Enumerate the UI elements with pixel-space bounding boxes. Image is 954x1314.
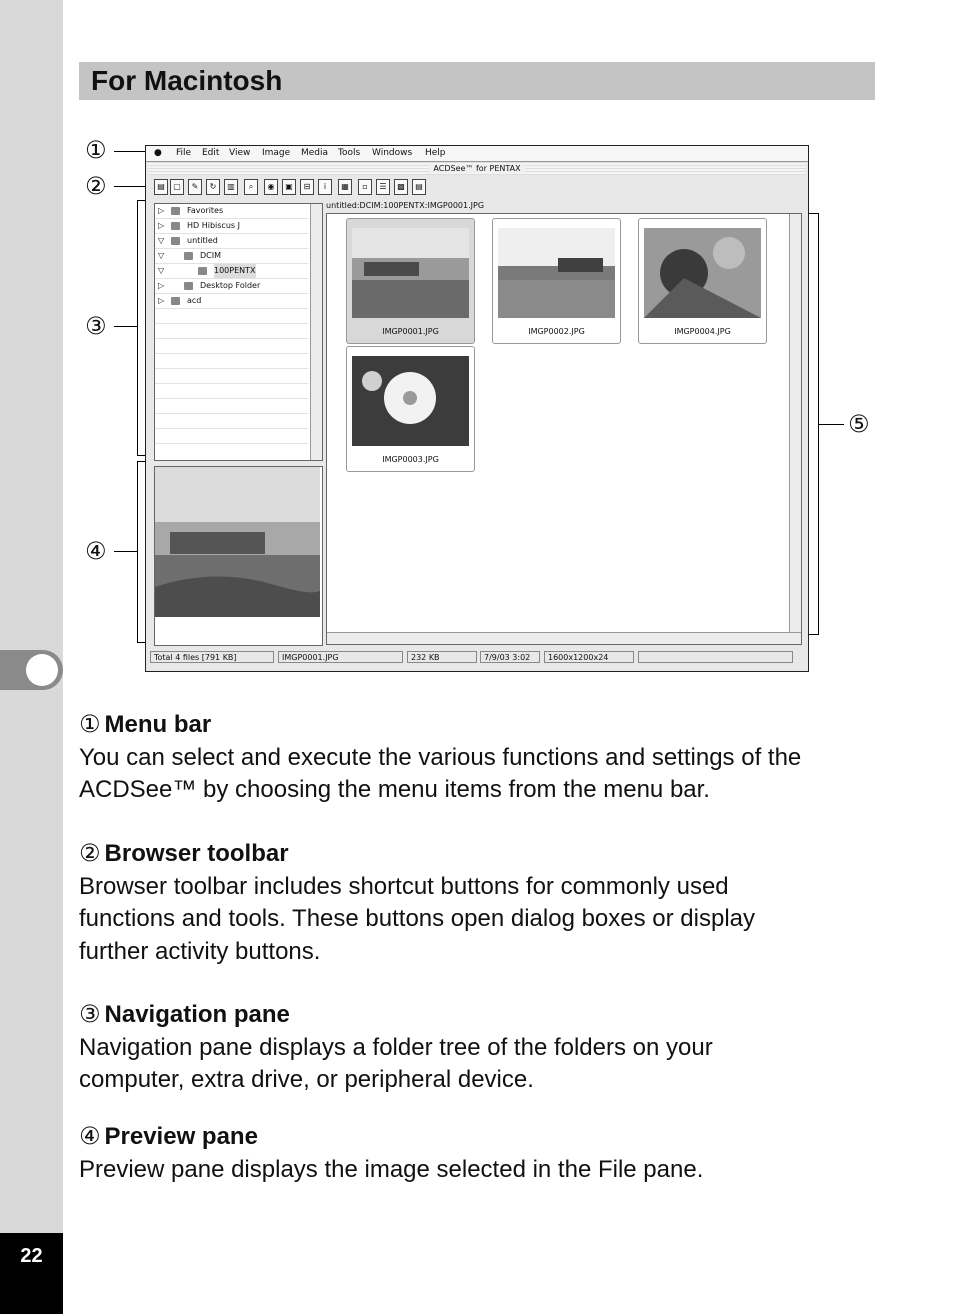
file-pane-horizontal-scrollbar[interactable] [327, 632, 801, 644]
tree-row[interactable]: ▽ DCIM [155, 249, 308, 264]
tree-row[interactable]: ▷ Desktop Folder [155, 279, 308, 294]
callout-4: ④ [85, 537, 107, 565]
toolbar-button[interactable]: ▣ [282, 179, 296, 195]
toolbar-button[interactable]: ⊟ [300, 179, 314, 195]
callout-5: ⑤ [848, 410, 870, 438]
status-date: 7/9/03 3:02 [480, 651, 540, 663]
tree-row-empty [155, 309, 308, 324]
tree-row[interactable]: ▷ Favorites [155, 204, 308, 219]
desc-heading: ④ Preview pane [79, 1122, 258, 1150]
navigation-pane[interactable] [154, 203, 323, 461]
tree-row[interactable]: ▽ untitled [155, 234, 308, 249]
drive-icon [171, 222, 180, 230]
file-pane-vertical-scrollbar[interactable] [789, 214, 801, 632]
desc-heading: ③ Navigation pane [79, 1000, 290, 1028]
thumbnail-imgp0004[interactable] [638, 218, 767, 344]
desc-navigation-pane [79, 998, 879, 1097]
status-size: 232 KB [407, 651, 477, 663]
desc-line: ACDSee™ by choosing the menu items from the menu bar. [79, 776, 710, 803]
toolbar-button[interactable]: ⌕ [244, 179, 258, 195]
toolbar-button[interactable]: ▥ [224, 179, 238, 195]
window-title: ACDSee™ for PENTAX [429, 164, 524, 173]
desc-browser-toolbar [79, 837, 879, 968]
tree-row-empty [155, 429, 308, 444]
toolbar-button[interactable]: ↻ [206, 179, 220, 195]
tree-row[interactable]: ▽ 100PENTX [155, 264, 308, 279]
acdsee-screenshot [145, 145, 809, 672]
page-number: 22 [20, 1245, 43, 1267]
thumbnail-image [644, 228, 761, 318]
desc-line: Navigation pane displays a folder tree of the folders on your [79, 1033, 713, 1061]
path-bar: untitled:DCIM:100PENTX:IMGP0001.JPG [326, 201, 485, 210]
tree-row-empty [155, 384, 308, 399]
desc-line: You can select and execute the various functions and settings of the [79, 743, 802, 771]
toolbar-button[interactable]: ▤ [154, 179, 168, 195]
leader-4 [114, 551, 137, 552]
leader-3 [114, 326, 137, 327]
callout-1: ① [85, 136, 107, 164]
menu-help[interactable]: Help [425, 148, 446, 158]
desc-line: Browser toolbar includes shortcut buttons for commonly used [79, 872, 729, 900]
section-title: For Macintosh [91, 65, 283, 96]
preview-image [155, 467, 320, 643]
toolbar-button[interactable]: ☰ [376, 179, 390, 195]
menu-bar [146, 146, 808, 162]
tree-row-empty [155, 399, 308, 414]
toolbar-button[interactable]: ✎ [188, 179, 202, 195]
toolbar-button[interactable]: ▩ [394, 179, 408, 195]
thumbnail-imgp0002[interactable] [492, 218, 621, 344]
status-dimensions: 1600x1200x24 [544, 651, 634, 663]
desc-line: Preview pane displays the image selected in the File pane. [79, 1155, 704, 1183]
menu-view[interactable]: View [229, 148, 251, 158]
folder-icon [198, 267, 207, 275]
desc-line: computer, extra drive, or peripheral device. [79, 1066, 534, 1093]
thumbnail-image [352, 356, 469, 446]
toolbar-button[interactable]: ▤ [412, 179, 426, 195]
desc-line: functions and tools. These buttons open dialog boxes or display [79, 905, 756, 932]
tree-row-empty [155, 369, 308, 384]
window-title-bar[interactable] [148, 162, 806, 175]
tree-row-empty [155, 324, 308, 339]
status-filename: IMGP0001.JPG [278, 651, 403, 663]
thumbnail-label: IMGP0001.JPG [382, 327, 439, 336]
thumbnail-label: IMGP0002.JPG [528, 327, 585, 336]
thumbnail-image [498, 228, 615, 318]
thumbnail-image [352, 228, 469, 318]
folder-icon [171, 207, 180, 215]
tree-row-empty [155, 339, 308, 354]
browser-toolbar [150, 178, 804, 198]
toolbar-button[interactable]: ◉ [264, 179, 278, 195]
folder-icon [184, 282, 193, 290]
callout-2: ② [85, 172, 107, 200]
menu-image[interactable]: Image [262, 148, 291, 158]
apple-icon[interactable]: ● [154, 148, 162, 158]
desc-preview-pane [79, 1120, 879, 1186]
desc-line: further activity buttons. [79, 937, 321, 965]
thumbnail-label: IMGP0004.JPG [674, 327, 731, 336]
menu-file[interactable]: File [176, 148, 192, 158]
chapter-tab-dot [26, 654, 58, 686]
file-pane[interactable] [326, 213, 802, 645]
menu-edit[interactable]: Edit [202, 148, 220, 158]
desc-heading: ② Browser toolbar [79, 839, 289, 867]
menu-media[interactable]: Media [301, 148, 329, 158]
thumbnail-label: IMGP0003.JPG [382, 455, 439, 464]
status-total: Total 4 files [791 KB] [150, 651, 274, 663]
menu-tools[interactable]: Tools [338, 148, 361, 158]
toolbar-button[interactable]: ▦ [338, 179, 352, 195]
leader-5 [818, 424, 844, 425]
status-bar [150, 651, 804, 665]
menu-windows[interactable]: Windows [372, 148, 413, 158]
tree-row-empty [155, 354, 308, 369]
folder-icon [184, 252, 193, 260]
status-empty [638, 651, 793, 663]
folder-icon [171, 297, 180, 305]
tree-row-empty [155, 414, 308, 429]
toolbar-button[interactable]: ▫ [358, 179, 372, 195]
tree-row[interactable]: ▷ acd [155, 294, 308, 309]
thumbnail-imgp0001[interactable] [346, 218, 475, 344]
desc-menu-bar [79, 708, 879, 807]
desc-heading: ① Menu bar [79, 710, 212, 738]
toolbar-button[interactable]: ▢ [170, 179, 184, 195]
preview-pane [154, 466, 323, 646]
thumbnail-imgp0003[interactable] [346, 346, 475, 472]
navigation-scrollbar[interactable] [310, 204, 322, 460]
toolbar-button[interactable]: i [318, 179, 332, 195]
callout-3: ③ [85, 312, 107, 340]
tree-row[interactable]: ▷ HD Hibiscus J [155, 219, 308, 234]
drive-icon [171, 237, 180, 245]
